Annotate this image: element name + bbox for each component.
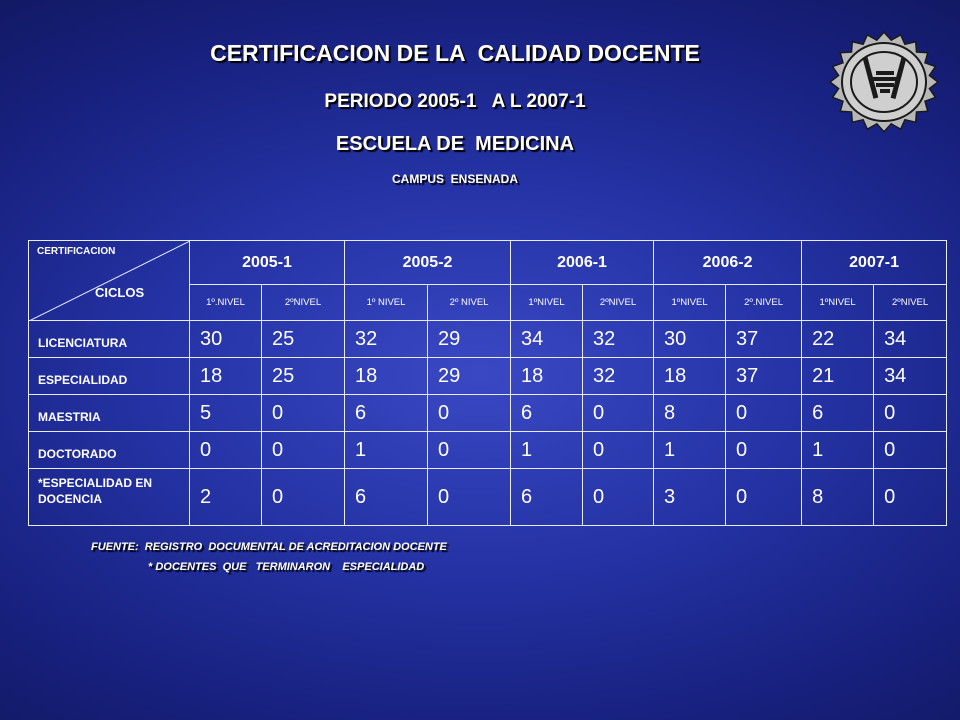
table-cell: 25 (262, 321, 345, 358)
table-cell: 6 (345, 395, 428, 432)
table-cell: 30 (654, 321, 726, 358)
level-header: 2ºNIVEL (583, 285, 654, 321)
table-cell: 25 (262, 358, 345, 395)
table-cell: 34 (874, 321, 947, 358)
row-label: ESPECIALIDAD (29, 358, 190, 395)
corner-label-ciclos: CICLOS (95, 285, 145, 300)
table-row (29, 432, 947, 469)
logo-gear-ring (830, 32, 938, 131)
row-label: LICENCIATURA (29, 321, 190, 358)
table-cell: 0 (726, 469, 802, 526)
level-header: 1ºNIVEL (654, 285, 726, 321)
table-cell: 32 (583, 358, 654, 395)
level-header: 1º NIVEL (345, 285, 428, 321)
level-header: 1ºNIVEL (511, 285, 583, 321)
table-cell: 0 (874, 395, 947, 432)
table-cell: 6 (511, 395, 583, 432)
table-cell: 0 (583, 469, 654, 526)
main-title: CERTIFICACION DE LA CALIDAD DOCENTE (210, 40, 700, 66)
level-header: 1ºNIVEL (802, 285, 874, 321)
source-note: FUENTE: REGISTRO DOCUMENTAL DE ACREDITACION DOCENTE (91, 541, 447, 553)
table-cell: 0 (583, 395, 654, 432)
table-cell: 0 (428, 432, 511, 469)
table-cell: 30 (190, 321, 262, 358)
table-cell: 1 (511, 432, 583, 469)
table-cell: 0 (428, 469, 511, 526)
table-cell: 29 (428, 321, 511, 358)
table-cell: 22 (802, 321, 874, 358)
table-cell: 29 (428, 358, 511, 395)
table-cell: 18 (345, 358, 428, 395)
table-cell: 6 (511, 469, 583, 526)
table-row (29, 358, 947, 395)
table-cell: 0 (583, 432, 654, 469)
level-header: 2ºNIVEL (262, 285, 345, 321)
level-header: 2º NIVEL (428, 285, 511, 321)
year-header: 2006-2 (654, 241, 802, 285)
table-cell: 6 (802, 395, 874, 432)
table-cell: 0 (262, 432, 345, 469)
table-cell: 1 (802, 432, 874, 469)
table-cell: 37 (726, 358, 802, 395)
table-cell: 5 (190, 395, 262, 432)
corner-label-certificacion: CERTIFICACION (37, 246, 116, 257)
table-cell: 0 (428, 395, 511, 432)
year-header: 2005-2 (345, 241, 511, 285)
table-cell: 0 (874, 432, 947, 469)
table-cell: 3 (654, 469, 726, 526)
level-header: 2º.NIVEL (726, 285, 802, 321)
level-header: 1º.NIVEL (190, 285, 262, 321)
table-row (29, 469, 947, 526)
level-header: 2ºNIVEL (874, 285, 947, 321)
table-cell: 0 (726, 432, 802, 469)
table-cell: 6 (345, 469, 428, 526)
year-header: 2006-1 (511, 241, 654, 285)
table-cell: 8 (654, 395, 726, 432)
campus-subtitle: CAMPUS ENSENADA (391, 172, 518, 186)
row-label: *ESPECIALIDAD EN DOCENCIA (29, 469, 190, 526)
table-row (29, 321, 947, 358)
table-cell: 0 (874, 469, 947, 526)
year-header: 2005-1 (190, 241, 345, 285)
table-cell: 0 (262, 469, 345, 526)
table-cell: 34 (874, 358, 947, 395)
certification-table (28, 240, 947, 526)
header-corner-cell (29, 241, 190, 321)
uabc-seal-icon (822, 27, 946, 137)
table-row (29, 395, 947, 432)
table-cell: 0 (262, 395, 345, 432)
footnote: * DOCENTES QUE TERMINARON ESPECIALIDAD (148, 561, 425, 573)
table-cell: 37 (726, 321, 802, 358)
row-label: MAESTRIA (29, 395, 190, 432)
table-cell: 32 (583, 321, 654, 358)
table-cell: 1 (345, 432, 428, 469)
table-cell: 32 (345, 321, 428, 358)
table-cell: 1 (654, 432, 726, 469)
table-cell: 2 (190, 469, 262, 526)
table-cell: 34 (511, 321, 583, 358)
period-subtitle: PERIODO 2005-1 A L 2007-1 (324, 91, 586, 112)
table-cell: 0 (190, 432, 262, 469)
table-cell: 0 (726, 395, 802, 432)
row-label: DOCTORADO (29, 432, 190, 469)
school-subtitle: ESCUELA DE MEDICINA (335, 133, 575, 155)
table-cell: 8 (802, 469, 874, 526)
table-cell: 21 (802, 358, 874, 395)
table-cell: 18 (654, 358, 726, 395)
table-cell: 18 (190, 358, 262, 395)
table-cell: 18 (511, 358, 583, 395)
year-header: 2007-1 (802, 241, 947, 285)
